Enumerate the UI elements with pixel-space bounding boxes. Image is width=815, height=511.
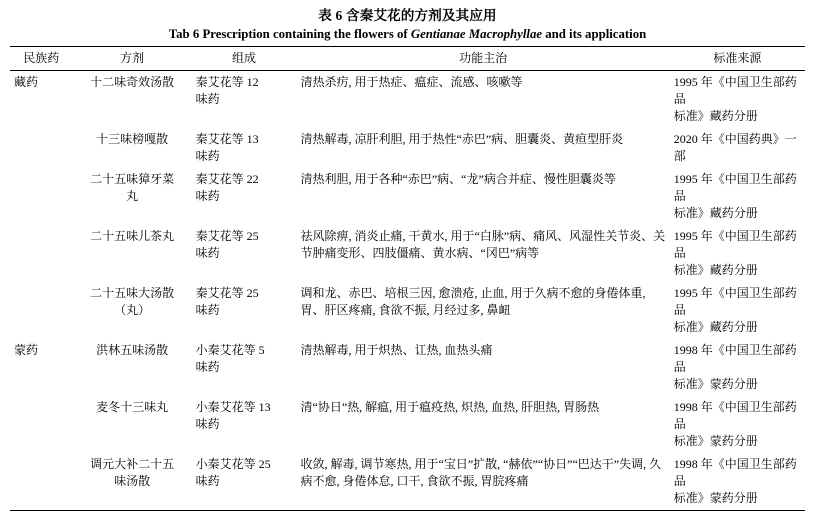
- cell-composition: 秦艾花等 25 味药: [195, 229, 259, 260]
- cell-group: [10, 128, 73, 168]
- table-row: [10, 168, 805, 225]
- cell-formula: 十三味榜嘎散: [96, 132, 169, 146]
- table-caption-zh: 表 6 含秦艾花的方剂及其应用: [318, 8, 497, 23]
- cell-function: 收敛, 解毒, 调节寒热, 用于“宝日”扩散, “赫依”“协日”“巴达干”失调, 久病不愈, 身倦体怠, 口干, 食欲不振, 胃脘疼痛: [297, 453, 670, 511]
- cell-group: [10, 396, 73, 453]
- cell-function: 清热解毒, 用于炽热、讧热, 血热头痛: [300, 343, 493, 357]
- table-head: [10, 47, 805, 71]
- table-body: [10, 71, 805, 511]
- column-header-function: 功能主治: [297, 47, 670, 71]
- caption-en-italic-term: Gentianae Macrophyllae: [410, 27, 543, 41]
- cell-source: 1995 年《中国卫生部药品 标准》藏药分册: [673, 229, 797, 277]
- cell-composition: 小秦艾花等 5 味药: [195, 343, 265, 374]
- cell-composition: 小秦艾花等 13 味药: [195, 400, 271, 431]
- cell-group: [10, 168, 73, 225]
- cell-formula: 麦冬十三味丸: [96, 400, 169, 414]
- cell-function: 清热解毒, 凉肝利胆, 用于热性“赤巴”病、胆囊炎、黄疸型肝炎: [300, 132, 624, 146]
- cell-formula: 十二味奇效汤散: [90, 75, 175, 89]
- prescription-table: [10, 46, 805, 511]
- cell-source: 2020 年《中国药典》一部: [673, 132, 797, 163]
- cell-formula: 二十五味獐牙菜 丸: [90, 172, 175, 203]
- cell-group: [10, 225, 73, 282]
- cell-function: 调和龙、赤巴、培根三因, 愈溃疮, 止血, 用于久病不愈的身倦体重, 胃、肝区疼痛, 食欲不振, 月经过多, 鼻衄: [300, 286, 646, 317]
- cell-source: 1995 年《中国卫生部药品 标准》藏药分册: [673, 286, 797, 334]
- cell-group: 蒙药: [14, 343, 39, 357]
- table-row: [10, 339, 805, 396]
- table-row: [10, 396, 805, 453]
- cell-composition: 秦艾花等 13 味药: [195, 132, 259, 163]
- cell-formula: 调元大补二十五 味汤散: [73, 453, 192, 511]
- column-header-group: 民族药: [10, 47, 73, 71]
- header-row: [10, 47, 805, 71]
- table-row: [10, 453, 805, 511]
- cell-source: 1998 年《中国卫生部药品 标准》蒙药分册: [670, 453, 805, 511]
- caption-en-suffix: and its application: [542, 27, 647, 41]
- cell-source: 1995 年《中国卫生部药品 标准》藏药分册: [673, 172, 797, 220]
- table-row: [10, 282, 805, 339]
- cell-source: 1998 年《中国卫生部药品 标准》蒙药分册: [673, 343, 797, 391]
- cell-function: 清热杀疠, 用于热症、瘟症、流感、咳嗽等: [300, 75, 523, 89]
- cell-function: 清“协日”热, 解瘟, 用于瘟疫热, 炽热, 血热, 肝胆热, 胃肠热: [300, 400, 600, 414]
- column-header-composition: 组成: [192, 47, 297, 71]
- cell-composition: 小秦艾花等 25 味药: [192, 453, 297, 511]
- cell-function: 祛风除痹, 消炎止痛, 干黄水, 用于“白脉”病、痛风、风湿性关节炎、关节肿痛变形、四肢僵痛、黄水病、“冈巴”病等: [300, 229, 666, 260]
- table-row: [10, 128, 805, 168]
- cell-formula: 洪林五味汤散: [96, 343, 169, 357]
- cell-group: 藏药: [14, 75, 39, 89]
- cell-composition: 秦艾花等 25 味药: [195, 286, 259, 317]
- table-caption-en: [10, 25, 805, 44]
- cell-composition: 秦艾花等 22 味药: [195, 172, 259, 203]
- cell-composition: 秦艾花等 12 味药: [195, 75, 259, 106]
- cell-group: [10, 282, 73, 339]
- column-header-source: 标准来源: [670, 47, 805, 71]
- table-row: [10, 225, 805, 282]
- caption-en-prefix: Tab 6 Prescription containing the flowers of: [168, 27, 411, 41]
- cell-source: 1995 年《中国卫生部药品 标准》藏药分册: [673, 75, 797, 123]
- column-header-formula: 方剂: [73, 47, 192, 71]
- cell-group: [10, 453, 73, 511]
- cell-function: 清热利胆, 用于各种“赤巴”病、“龙”病合并症、慢性胆囊炎等: [300, 172, 616, 186]
- cell-source: 1998 年《中国卫生部药品 标准》蒙药分册: [673, 400, 797, 448]
- cell-formula: 二十五味儿茶丸: [90, 229, 175, 243]
- cell-formula: 二十五味大汤散 （丸）: [90, 286, 175, 317]
- table-row: [10, 71, 805, 129]
